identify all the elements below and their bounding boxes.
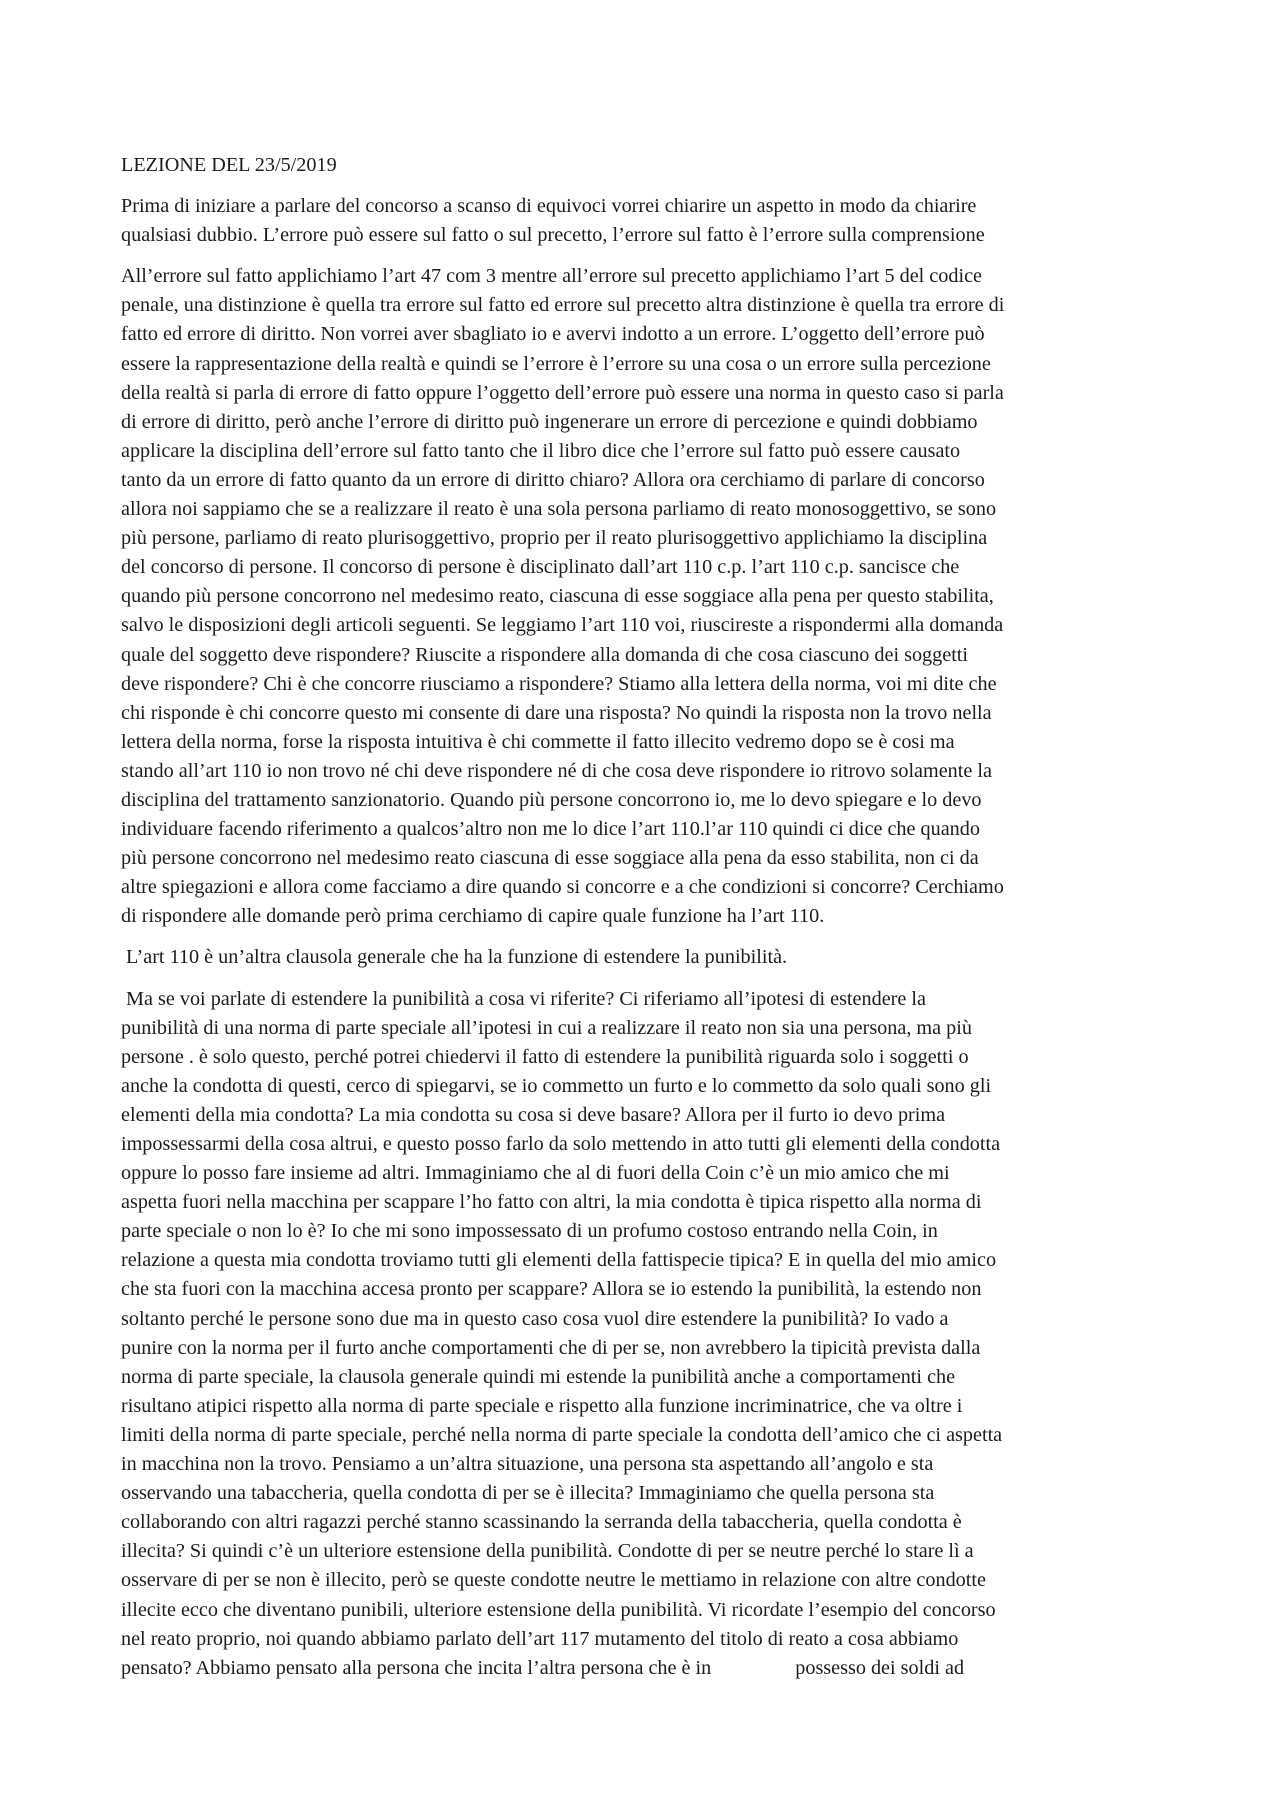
text-line: penale, una distinzione è quella tra errore sul fatto ed errore sul precetto altra distinzione è quella tra errore di <box>121 294 1005 317</box>
paragraph-intro <box>121 192 1161 250</box>
paragraph-art110 <box>121 943 1161 972</box>
text-line: anche la condotta di questi, cerco di spiegarvi, se io commetto un furto e lo commetto da solo quali sono gli <box>121 1074 992 1097</box>
text-line: osservare di per se non è illecito, però se queste condotte neutre le mettiamo in relazione con altre condotte <box>121 1569 986 1592</box>
text-line: illecite ecco che diventano punibili, ulteriore estensione della punibilità. Vi ricordate l’esempio del concorso <box>121 1598 996 1621</box>
text-line: impossessarmi della cosa altrui, e questo posso farlo da solo mettendo in atto tutti gli elementi della condotta <box>121 1133 1001 1155</box>
text-line: chi risponde è chi concorre questo mi consente di dare una risposta? No quindi la risposta non la trovo nella <box>121 701 992 724</box>
text-line: salvo le disposizioni degli articoli seguenti. Se leggiamo l’art 110 voi, riuscireste a rispondermi alla domanda <box>121 614 1004 637</box>
text-line: risultano atipici rispetto alla norma di parte speciale e rispetto alla funzione incriminatrice, che va oltre i <box>121 1394 963 1417</box>
text-line: L’art 110 è un’altra clausola generale che ha la funzione di estendere la punibilità. <box>121 946 788 969</box>
text-line: tanto da un errore di fatto quanto da un errore di diritto chiaro? Allora ora cerchiamo di parlare di concorso <box>121 468 985 491</box>
text-line: soltanto perché le persone sono due ma in questo caso cosa vuol dire estendere la punibilità? Io vado a <box>121 1307 949 1330</box>
text-line: oppure lo posso fare insieme ad altri. Immaginiamo che al di fuori della Coin c’è un mio amico che mi <box>121 1162 950 1185</box>
text-line: nel reato proprio, noi quando abbiamo parlato dell’art 117 mutamento del titolo di reato a cosa abbiamo <box>121 1627 959 1650</box>
text-line: fatto ed errore di diritto. Non vorrei aver sbagliato io e avervi indotto a un errore. L’oggetto dell’errore può <box>121 323 985 346</box>
text-line: relazione a questa mia condotta troviamo tutti gli elementi della fattispecie tipica? E in quella del mio amico <box>121 1249 997 1272</box>
text-line: più persone concorrono nel medesimo reato ciascuna di esse soggiace alla pena da esso stabilita, non ci da <box>121 847 979 870</box>
text-line: allora noi sappiamo che se a realizzare il reato è una sola persona parliamo di reato monosoggettivo, se sono <box>121 498 997 521</box>
text-line: limiti della norma di parte speciale, perché nella norma di parte speciale la condotta dell’amico che ci aspetta <box>121 1423 1003 1446</box>
last-line-end: possesso dei soldi ad <box>795 1656 965 1679</box>
paragraph-errore <box>121 262 1161 931</box>
text-line: punibilità di una norma di parte speciale all’ipotesi in cui a realizzare il reato non sia una persona, ma più <box>121 1016 972 1039</box>
text-line: lettera della norma, forse la risposta intuitiva è chi commette il fatto illecito vedremo dopo se è cosi ma <box>121 730 955 753</box>
text-line: del concorso di persone. Il concorso di persone è disciplinato dall’art 110 c.p. l’art 110 c.p. sancisce che <box>121 556 960 579</box>
text-line: parte speciale o non lo è? Io che mi sono impossessato di un profumo costoso entrando nella Coin, in <box>121 1220 938 1243</box>
text-line: della realtà si parla di errore di fatto oppure l’oggetto dell’errore può essere una norma in questo caso si parla <box>121 381 1004 404</box>
paragraph-punibilita <box>121 985 1161 1683</box>
text-line-last <box>121 1654 1161 1683</box>
document-body <box>121 151 1161 1695</box>
text-line: Ma se voi parlate di estendere la punibilità a cosa vi riferite? Ci riferiamo all’ipotesi di estendere la <box>121 987 926 1010</box>
text-line: individuare facendo riferimento a qualcos’altro non me lo dice l’art 110.l’ar 110 quindi ci dice che quando <box>121 818 980 841</box>
text-line: disciplina del trattamento sanzionatorio. Quando più persone concorrono io, me lo devo spiegare e lo devo <box>121 788 982 811</box>
text-line: in macchina non la trovo. Pensiamo a un’altra situazione, una persona sta aspettando all’angolo e sta <box>121 1453 934 1476</box>
text-line: Prima di iniziare a parlare del concorso a scanso di equivoci vorrei chiarire un aspetto in modo da chiarire <box>121 195 977 218</box>
text-line: applicare la disciplina dell’errore sul fatto tanto che il libro dice che l’errore sul fatto può essere causato <box>121 439 961 462</box>
text-line: deve rispondere? Chi è che concorre riusciamo a rispondere? Stiamo alla lettera della norma, voi mi dite che <box>121 672 997 695</box>
text-line: quando più persone concorrono nel medesimo reato, ciascuna di esse soggiace alla pena per questo stabilita, <box>121 585 994 608</box>
text-line: osservando una tabaccheria, quella condotta di per se è illecita? Immaginiamo che quella persona sta <box>121 1482 935 1505</box>
text-line: elementi della mia condotta? La mia condotta su cosa si deve basare? Allora per il furto io devo prima <box>121 1103 946 1126</box>
text-line: qualsiasi dubbio. L’errore può essere sul fatto o sul precetto, l’errore sul fatto è l’errore sulla comprensione <box>121 224 985 247</box>
text-line: di errore di diritto, però anche l’errore di diritto può ingenerare un errore di percezione e quindi dobbiamo <box>121 410 978 433</box>
text-line: di rispondere alle domande però prima cerchiamo di capire quale funzione ha l’art 110. <box>121 905 825 928</box>
text-line: che sta fuori con la macchina accesa pronto per scappare? Allora se io estendo la punibilità, la estendo non <box>121 1278 982 1301</box>
text-line: collaborando con altri ragazzi perché stanno scassinando la serranda della tabaccheria, quella condotta è <box>121 1511 962 1534</box>
text-line: aspetta fuori nella macchina per scappare l’ho fatto con altri, la mia condotta è tipica rispetto alla norma di <box>121 1191 982 1214</box>
text-line: altre spiegazioni e allora come facciamo a dire quando si concorre e a che condizioni si concorre? Cerchiamo <box>121 876 1004 899</box>
page-title: LEZIONE DEL 23/5/2019 <box>121 154 337 176</box>
text-line: persone . è solo questo, perché potrei chiedervi il fatto di estendere la punibilità riguarda solo i soggetti o <box>121 1045 969 1068</box>
text-line: essere la rappresentazione della realtà e quindi se l’errore è l’errore su una cosa o un errore sulla percezione <box>121 352 991 375</box>
last-line-start: pensato? Abbiamo pensato alla persona che incita l’altra persona che è in <box>121 1656 712 1679</box>
text-line: illecita? Si quindi c’è un ulteriore estensione della punibilità. Condotte di per se neutre perché lo stare lì a <box>121 1540 974 1563</box>
text-line: più persone, parliamo di reato plurisoggettivo, proprio per il reato plurisoggettivo applichiamo la disciplina <box>121 527 988 550</box>
text-line: punire con la norma per il furto anche comportamenti che di per se, non avrebbero la tipicità prevista dalla <box>121 1336 981 1359</box>
text-line: norma di parte speciale, la clausola generale quindi mi estende la punibilità anche a comportamenti che <box>121 1365 956 1388</box>
text-line: All’errore sul fatto applichiamo l’art 47 com 3 mentre all’errore sul precetto applichiamo l’art 5 del codice <box>121 265 982 288</box>
text-line: stando all’art 110 io non trovo né chi deve rispondere né di che cosa deve rispondere io ritrovo solamente la <box>121 759 992 782</box>
text-line: quale del soggetto deve rispondere? Riuscite a rispondere alla domanda di che cosa ciascuno dei soggetti <box>121 643 969 666</box>
